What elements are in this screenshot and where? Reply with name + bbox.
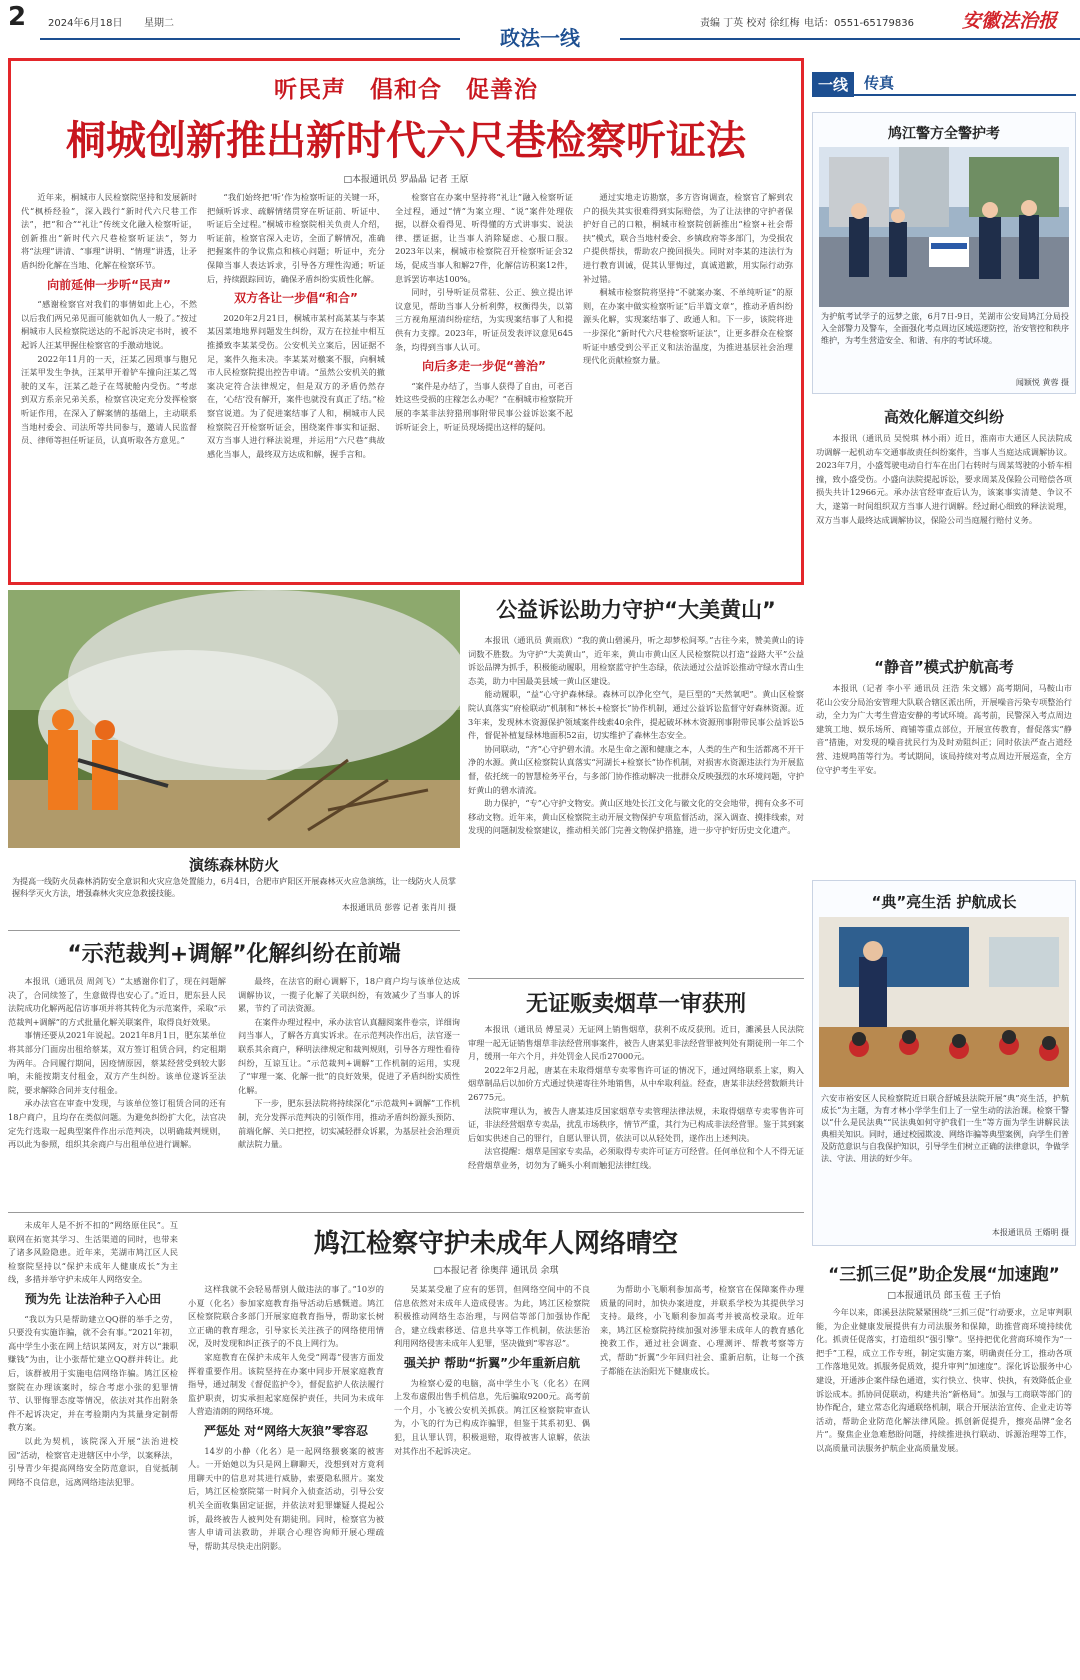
tobacco-article: [468, 978, 804, 1206]
classroom-photo-illustration: [819, 917, 1069, 1087]
jiujiang-subhead-2: 严惩处 对“网络大灰狼”零容忍: [204, 1423, 368, 1438]
sidebar-story-4-caption: 六安市裕安区人民检察院近日联合舒城县法院开展“典”亮生活，护航成长”为主题，为育才林小学学生们上了一堂生动的法治课。检察干警以“什么是民法典”“民法典如何守护我们一生”等方面为学生讲解民法典相关知识。同时，通过校园欺凌、网络诈骗等典型案例，向学生们普及防范意识与自我保护知识，引导学生们树立正确的法律意识，争做学法、守法、用法的好少年。: [821, 1094, 1069, 1163]
jiujiang-paragraph: 这样我就不会轻易帮别人做违法的事了。”10岁的小夏（化名）参加家庭教育指导活动后感慨道。鸠江区检察院联合多部门开展家庭教育指导，帮助家长树立正确的教育理念，引导家长关注孩子的网络使用情况，及时发现和纠正孩子的不良上网行为。: [188, 1284, 384, 1349]
sidebar-header-title: 传真: [864, 74, 895, 92]
jiujiang-col-2: [188, 1283, 384, 1671]
jiujiang-paragraph: 吴某某受雇了应有的惩罚，但网络空间中的不良信息依然对未成年人造成侵害。为此，鸠江区检察院积极推动网络生态治理，与网信等部门加强协作配合，建立线索移送、信息共享等工作机制，依法惩治利用网络侵害未成年人犯罪，坚决做到“零容忍”。: [394, 1284, 590, 1349]
fire-drill-photo: [8, 590, 460, 848]
jiujiang-col-1: [8, 1219, 178, 1671]
sidebar-story-3-text: [816, 682, 1072, 870]
classroom-photo: [819, 917, 1069, 1087]
demo-paragraph: 承办法官在审查中发现，与该单位签订租赁合同的还有18户商户，且均存在类似问题。为避免纠纷扩大化，法官决定先行选取一起典型案件作出示范判决，以明确裁判规则，再以此为参照，组织其余商户与出租单位进行调解。: [8, 1098, 226, 1150]
editors: 责编 丁英 校对 徐红梅: [700, 18, 800, 29]
jiujiang-paragraph: 未成年人是不折不扣的“网络原住民”。互联网在拓宽其学习、生活渠道的同时，也带来了诸多风险隐患。近年来，芜湖市鸠江区人民检察院坚持以“保护未成年人健康成长”为主线，多措并举守护未成年人网络安全。: [8, 1220, 178, 1285]
police-photo-illustration: [819, 147, 1069, 307]
lead-paragraph: “感谢检察官对我们的事情如此上心，不然以后我们两兄弟见面可能就如仇人一般了。”按过桐城市人民检察院送达的不起诉决定书时，被不起诉人汪某甲握住检察官的手激动地说。: [21, 299, 197, 350]
sidebar-story-1-caption: 为护航考试学子的远梦之旅，6月7日-9日，芜湖市公安局鸠江分局投入全部警力及警车，全面强化考点周边区域巡逻防控，治安管控和秩序维护，为考生营造安全、和谐、有序的考试环境。: [821, 312, 1069, 345]
lead-subhead-2: 双方各让一步倡“和合”: [234, 291, 358, 306]
tobacco-paragraph: 法院审理认为，被告人唐某违反国家烟草专卖管理法律法规，未取得烟草专卖零售许可证，非法经营烟草专卖品，扰乱市场秩序，情节严重，其行为已构成非法经营罪。鉴于其到案后如实供述自己的罪行，自愿认罪认罚，依法可以从轻处罚，遂作出上述判决。: [468, 1105, 804, 1143]
jiujiang-subhead-3: 强关护 帮助“折翼”少年重新启航: [404, 1355, 580, 1370]
paper-logo: 安徽法治报: [962, 10, 1058, 32]
masthead-date: 2024年6月18日: [48, 18, 123, 29]
lead-paragraph: “案件是办结了，当事人获得了自由，可老百姓这些受损的庄稼怎么办呢？”在桐城市检察院开展的李某非法狩猎刑事附带民事公益诉讼案不起诉听证会上，听证员现场提出这样的疑问。: [395, 380, 573, 432]
lead-paragraph: “我们始终把‘听’作为检察听证的关键一环，把倾听诉求、疏解情绪贯穿在听证前、听证中、听证后全过程。”桐城市检察院相关负责人介绍，听证前，检察官深入走访，全面了解情况，准确把握案件的争议焦点和核心问题；听证中，充分保障当事人表达诉求，引导各方理性沟通；听证后，持续跟踪回访，确保矛盾纠纷实质性化解。: [207, 192, 385, 284]
jiujiang-paragraph: “我以为只是帮助建立QQ群的举手之劳，只要没有实施诈骗，就不会有事。”2021年初，高中学生小张在网上结识某网友，对方以“兼职赚钱”为由，让小张帮忙建立QQ群并转让。此后，该群被用于实施电信网络诈骗。鸠江区检察院在办理该案时，综合考虑小张的犯罪情节、认罪悔罪态度等情况，依法对其作出附条件不起诉决定，并在考验期内为其量身定制帮教方案。: [8, 1313, 178, 1433]
tobacco-paragraph: 本报讯（通讯员 傅星灵）无证网上销售烟草，获利不成反获刑。近日，濉溪县人民法院审理一起无证销售烟草非法经营刑事案件，被告人唐某犯非法经营罪被判处有期徒刑一年二个月，缓刑一年六个月，并处罚金人民币27000元。: [468, 1024, 804, 1062]
jiujiang-col-4: [600, 1283, 804, 1671]
huangshan-article: [468, 590, 804, 970]
jiujiang-article: [8, 1212, 804, 1676]
phone: 电话：0551-65179836: [804, 18, 914, 29]
section-title: 政法一线: [500, 26, 580, 50]
demo-article: [8, 930, 460, 1206]
jiujiang-col-3: [394, 1283, 590, 1671]
lead-col-4: [583, 191, 793, 583]
lead-col-3: [395, 191, 573, 583]
page-number: 2: [8, 2, 27, 32]
tobacco-text: [468, 1023, 804, 1203]
jiujiang-byline: □本报记者 徐奥萍 通讯员 余琪: [433, 1266, 559, 1276]
police-photo: [819, 147, 1069, 307]
sidebar-story-4-title: “典”亮生活 护航成长: [871, 893, 1017, 911]
lead-col-2: [207, 191, 385, 583]
jiujiang-paragraph: 以此为契机，该院深入开展“法治进校园”活动，检察官走进辖区中小学，以案释法，引导青少年提高网络安全防范意识，自觉抵制网络不良信息，远离网络违法犯罪。: [8, 1435, 178, 1487]
demo-paragraph: 事情还要从2021年说起。2021年8月1日，肥东某单位将其部分门面房出租给蔡某，双方签订租赁合同，约定租期为两年。合同履行期间，因疫情原因，蔡某经营受到较大影响，未能按期支付租金，双方产生纠纷。该单位遂诉至法院，要求解除合同并支付租金。: [8, 1030, 226, 1095]
sidebar-story-1: [812, 112, 1076, 394]
demo-paragraph: 下一步，肥东县法院将持续深化“示范裁判+调解”工作机制，充分发挥示范判决的引领作用，推动矛盾纠纷源头预防、前端化解、关口把控，切实减轻群众诉累，为基层社会治理贡献法院力量。: [238, 1098, 460, 1150]
huangshan-paragraph: 协同联动，“齐”心守护碧水清。水是生命之源和健康之本，人类的生产和生活都离不开干净的水源。黄山区检察院认真落实“河湖长+检察长”协作机制，对损害水资源违法行为开展监督，依托统一的智慧检务平台，与多部门协作推动解决一批群众反映强烈的水环境问题，守护好黄山的碧水清流。: [468, 743, 804, 795]
demo-col-1: [8, 975, 226, 1203]
sidebar-header: [812, 68, 1076, 96]
jiujiang-subhead-1: 预为先 让法治种子入心田: [24, 1291, 162, 1306]
lead-paragraph: 检察官在办案中坚持将“礼让”融入检察听证全过程，通过“情”为案立理、“说”案件处理依据，以群众看得见、听得懂的方式讲事实、说法律、摆证据，让当事人消除疑虑、心服口服。2023年以来，桐城市检察院召开检察听证会32场，促成当事人和解27件，化解信访积案12件，息诉罢访率达100%。: [395, 192, 573, 284]
lead-col-1: [21, 191, 197, 583]
jiujiang-paragraph: 14岁的小静（化名）是一起网络猥亵案的被害人。一开始她以为只是网上聊聊天，没想到对方竟利用聊天中的信息对其进行威胁，索要隐私照片。案发后，鸠江区检察院第一时间介入侦查活动，引导公安机关全面收集固定证据，并依法对犯罪嫌疑人提起公诉，最终被告人被判处有期徒刑。同时，检察官为被害人申请司法救助，并联合心理咨询师开展心理疏导，帮助其尽快走出阴影。: [188, 1445, 384, 1551]
huangshan-paragraph: 助力保护，“专”心守护文物安。黄山区地处长江文化与徽文化的交会地带，拥有众多不可移动文物。近年来，黄山区检察院主动开展文物保护专项监督活动，深入调查、摸排线索，对发现的问题制发检察建议，推动相关部门完善文物保护措施，进一步守护好历史文化遗产。: [468, 798, 804, 836]
masthead-line-left: [40, 38, 460, 40]
sidebar-story-2-text: [816, 432, 1072, 644]
sidebar: [812, 62, 1076, 1677]
demo-title: “示范裁判+调解”化解纠纷在前端: [67, 942, 401, 967]
tobacco-paragraph: 法官提醒：烟草是国家专卖品，必须取得专卖许可证方可经营。任何单位和个人不得无证经营烟草业务，切勿为了蝇头小利而触犯法律红线。: [468, 1146, 804, 1170]
lead-paragraph: 通过实地走访勘察，多方咨询调查，检察官了解到农户的损失其实很难得到实际赔偿，为了让法律的守护者保护好自己的口粮，桐城市检察院创新推出“检察+社会帮扶”模式，联合当地村委会、乡镇政府等多部门，为受损农户提供帮扶，帮助农户挽回损失。同时对李某的违法行为进行教育训诫，促其认罪悔过，真诚道歉，用实际行动弥补过错。: [583, 192, 793, 284]
lead-headline: 桐城创新推出新时代六尺巷检察听证法: [66, 118, 746, 164]
sidebar-story-1-title: 鸠江警方全警护考: [888, 126, 1000, 142]
lead-byline: □本报通讯员 罗晶晶 记者 王原: [343, 175, 469, 185]
tobacco-title: 无证贩卖烟草一审获刑: [525, 992, 746, 1017]
jiujiang-paragraph: 为帮助小飞顺利参加高考，检察官在保障案件办理质量的同时，加快办案进度，并联系学校为其提供学习支持。最终，小飞顺利参加高考并被高校录取。近年来，鸠江区检察院持续加强对涉罪未成年人的教育感化挽救工作，通过社会调查、心理测评、帮教考察等方式，帮助“折翼”少年回归社会、重新启航，让每一个孩子都能在法治阳光下健康成长。: [600, 1284, 804, 1376]
lead-subhead-1: 向前延伸一步听“民声”: [47, 277, 171, 292]
lead-article: [8, 58, 804, 585]
masthead-weekday: 星期二: [144, 18, 174, 29]
fire-caption: 为提高一线防火员森林消防安全意识和火灾应急处置能力，6月4日，合肥市庐阳区开展森林灭火应急演练，让一线防火人员掌握科学灭火方法，增强森林火灾应急救援技能。: [12, 877, 456, 898]
sidebar-story-2-title: 高效化解道交纠纷: [883, 408, 1004, 426]
lead-paragraph: 近年来，桐城市人民检察院坚持和发展新时代“枫桥经验”，深入践行“新时代六尺巷工作法”，把“和合”“礼让”传统文化融入检察听证，创新推出“新时代六尺巷检察听证法”，努力将“法理”讲清、“事理”讲明、“情理”讲透，让矛盾纠纷化解在当地、化解在检察环节。: [21, 192, 197, 270]
lead-paragraph: 2022年11月的一天，汪某乙因琐事与胞兄汪某甲发生争执，汪某甲开着铲车撞向汪某乙驾驶的叉车，汪某乙趁子在驾驶舱内受伤。“考虑到双方系亲兄弟关系，检察官决定充分发挥检察听证作用，在深入了解案情的基础上，主动联系当地村委会、司法所等共同参与，邀请人民监督员、律师等担任听证员，认真听取各方意见。”: [21, 353, 197, 446]
sidebar-header-prefix: 一线: [812, 72, 854, 97]
jiujiang-title: 鸠江检察守护未成年人网络晴空: [313, 1229, 678, 1259]
sidebar-story-5-byline: □本报通讯员 郎玉苞 王子怡: [887, 1291, 1001, 1301]
huangshan-text: [468, 634, 804, 964]
jiujiang-paragraph: 为检察心爱的电脑，高中学生小飞（化名）在网上发布虚假出售手机信息，先后骗取9200元。高考前一个月，小飞被公安机关抓获。鸠江区检察院审查认为，小飞的行为已构成诈骗罪，但鉴于其系初犯、偶犯，且认罪认罚，积极退赔，取得被害人谅解，依法对其作出不起诉决定。: [394, 1377, 590, 1456]
sidebar-story-5-paragraph: 今年以来，郎溪县法院紧紧围绕“三抓三促”行动要求，立足审判职能，为企业健康发展提供有力司法服务和保障，助推营商环境持续优化。抓责任促落实，打造组织“强引擎”。坚持把优化营商环境作为“一把手”工程，成立工作专班，制定实施方案，明确责任分工，推动各项工作落地见效。抓服务促质效，提升审判“加速度”。深化诉讼服务中心建设，开通涉企案件绿色通道，实行快立、快审、快执，有效降低企业诉讼成本。抓协同促联动，构建共治“新格局”。加强与工商联等部门的协作配合，建立常态化沟通联络机制，联合开展法治宣传、企业走访等活动，帮助企业防范化解法律风险。抓创新促提升，擦亮品牌“金名片”。聚焦企业急难愁盼问题，持续推进执行联动、诉源治理等工作，以高质量司法服务护航企业高质量发展。: [816, 1307, 1072, 1453]
lead-paragraph: 2020年2月21日，桐城市某村高某某与李某某因菜地地界问题发生纠纷，双方在拉扯中相互推搡致李某某受伤。公安机关立案后，因证据不足，案件久拖未决。李某某对檄案不服，向桐城市人民检察院提出控告申请。“虽然公安机关的撤案决定符合法律规定，但是双方的矛盾仍然存在，‘心结’没有解开，案件也就没有真正了结。”检察官说道。为了促进案结事了人和，桐城市人民检察院召开检察听证会，围绕案件事实和证据、双方当事人进行释法说理，并运用“六尺巷”典故感化当事人，最终双方达成和解，握手言和。: [207, 312, 385, 459]
lead-paragraph: 桐城市检察院将坚持“不就案办案、不单纯听证”的原则，在办案中做实检察听证“后半篇文章”，推动矛盾纠纷源头化解，实现案结事了、政通人和。下一步，该院将进一步深化“新时代六尺巷检察听证法”，让更多群众在检察听证中感受到公平正义和法治温度，为推进基层社会治理现代化贡献检察力量。: [583, 287, 793, 366]
fire-feature: [8, 590, 460, 922]
demo-col-2: [238, 975, 460, 1203]
lead-subhead-3: 向后多走一步促“善治”: [422, 359, 546, 374]
lead-kicker: 听民声 倡和合 促善治: [274, 77, 538, 103]
masthead-line-right: [620, 38, 1080, 40]
masthead: [0, 0, 1080, 50]
jiujiang-paragraph: 家庭教育在保护未成年人免受“网毒”侵害方面发挥着重要作用。该院坚持在办案中同步开展家庭教育指导，通过制发《督促监护令》，督促监护人依法履行监护职责，切实承担起家庭保护责任，共同为未成年人营造清朗的网络环境。: [188, 1351, 384, 1417]
sidebar-story-4: [812, 880, 1076, 1246]
tobacco-paragraph: 2022年2月起，唐某在未取得烟草专卖零售许可证的情况下，通过网络联系上家，购入烟草制品后以加价方式通过快递寄往外地销售，从中牟取利益。经查，唐某非法经营数额共计26775元。: [468, 1064, 804, 1102]
huangshan-paragraph: 能动履职，“益”心守护森林绿。森林可以净化空气，是巨型的“天然氧吧”。黄山区检察院认真落实“府检联动”机制和“林长+检察长”协作机制，通过公益诉讼监督守好森林资源。近3年来，发现林木资源保护领域案件线索40余件，提起破坏林木资源刑事附带民事公益诉讼5件，督促补植复绿林地面积52亩，切实维护了森林生态安全。: [468, 689, 804, 741]
demo-paragraph: 本报讯（通讯员 周剑飞）“太感谢你们了，现在问题解决了，合同续签了，生意做得也安心了。”近日，肥东县人民法院成功化解两起信访事项并将其转化为示范案件，采取“示范裁判+调解”的方式批量化解关联案件，取得良好效果。: [8, 976, 226, 1027]
sidebar-story-3-title: “静音”模式护航高考: [874, 658, 1014, 676]
sidebar-story-2-paragraph: 本报讯（通讯员 吴悦琪 林小雨）近日，淮南市大通区人民法院成功调解一起机动车交通事故责任纠纷案件，当事人当庭达成调解协议。2023年7月，小盛驾驶电动自行车在出门右转时与周某驾驶的小轿车相撞，致小盛受伤。小盛向法院提起诉讼，要求周某及保险公司赔偿各项损失共计12966元。承办法官经审查后认为，该案事实清楚、争议不大，遂第一时间组织双方当事人进行调解。经过耐心细致的释法说理，双方当事人最终达成调解协议，保险公司当庭履行赔付义务。: [816, 433, 1072, 525]
sidebar-story-3-paragraph: 本报讯（记者 李小平 通讯员 汪浩 朱文娜）高考期间，马鞍山市花山公安分局治安管理大队联合辖区派出所，开展噪音污染专项整治行动，全力为广大考生营造安静的考试环境。高考前，民警深入考点周边建筑工地、娱乐场所、商铺等重点部位，开展宣传教育，督促落实“静音”措施，对发现的噪音扰民行为及时劝阻纠正；同时依法严查占道经营、违规鸣笛等行为。考试期间，该局持续对考点周边开展巡查，全方位守护考生平安。: [816, 683, 1072, 775]
sidebar-story-5-text: [816, 1306, 1072, 1674]
demo-paragraph: 最终，在法官的耐心调解下，18户商户均与该单位达成调解协议，一揽子化解了关联纠纷，有效减少了当事人的诉累，节约了司法资源。: [238, 976, 460, 1014]
sidebar-story-5-title: “三抓三促”助企发展“加速跑”: [828, 1265, 1060, 1285]
fire-drill-illustration: [8, 590, 460, 848]
lead-paragraph: 同时，引导听证员常驻、公正、独立提出评议意见，帮助当事人分析利弊，权衡得失，以第三方视角厘清纠纷症结，为实现案结事了人和提供有力支撑。2023年，听证员发表评议意见645条，均得到当事人认可。: [395, 287, 573, 352]
fire-title: 演练森林防火: [188, 856, 279, 874]
sidebar-story-4-credit: 本报通讯员 王婿明 摄: [991, 1228, 1069, 1237]
demo-paragraph: 在案件办理过程中，承办法官认真翻阅案件卷宗，详细询问当事人，了解各方真实诉求。在示范判决作出后，法官逐一联系其余商户，释明法律规定和裁判规则，引导各方理性看待纠纷，互谅互让。“示范裁判+调解”工作机制的运用，实现了“审理一案、化解一批”的良好效果，促进了矛盾纠纷实质性化解。: [238, 1016, 460, 1095]
huangshan-paragraph: 本报讯（通讯员 黄雨欣）“我的黄山碧溪丹，听之却梦松间琴。”古往今来，赞美黄山的诗词数不胜数。为守护“大美黄山”，近年来，黄山市黄山区人民检察院以打造“益路大平”公益诉讼品牌为抓手，积极能动履职，用检察蓝守护生态绿，依法通过公益诉讼推动守绿水青山生态美，助力中国最美县域一黄山区建设。: [468, 635, 804, 686]
fire-credit: 本报通讯员 彭蓉 记者 张肖川 摄: [341, 903, 456, 912]
huangshan-title: 公益诉讼助力守护“大美黄山”: [496, 598, 776, 622]
sidebar-story-1-credit: 闻颖悦 黄蓉 摄: [1015, 378, 1069, 387]
